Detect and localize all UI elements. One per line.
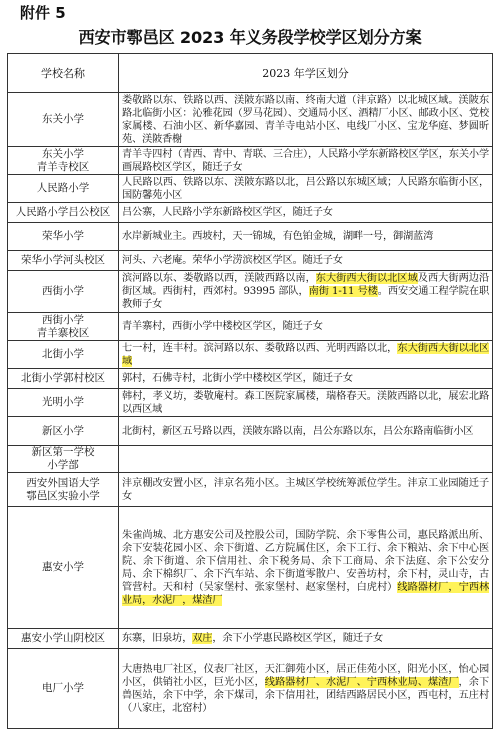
district-area-cell <box>119 313 493 341</box>
school-name-cell <box>8 313 119 341</box>
school-name-cell <box>8 271 119 313</box>
district-text: 滨河路以东、娄敬路以西，渼陂西路以南， <box>122 273 316 284</box>
district-text: 吕公寨，人民路小学东新路校区学区，随迁子女 <box>122 207 333 218</box>
district-text: 。西安交通工程学院在职教师子女 <box>122 286 489 310</box>
district-area-cell <box>119 389 493 417</box>
school-name-line: 北街小学 <box>42 348 84 360</box>
table-row <box>8 369 493 389</box>
district-text: 青羊寺四村（青西、青中、青联、三合庄），人民路小学东新路校区学区，东关小学画展路校区学区，随迁子女 <box>122 148 489 173</box>
school-name-cell <box>8 93 119 147</box>
table-row <box>8 203 493 223</box>
table-row <box>8 341 493 369</box>
table-row <box>8 223 493 251</box>
header-school-name: 学校名称 <box>8 54 119 93</box>
table-row <box>8 629 493 649</box>
district-area-cell <box>119 341 493 369</box>
school-name-line: 光明小学 <box>42 396 84 408</box>
school-name-cell <box>8 175 119 203</box>
district-text: 朱雀尚城、北方惠安公司及控股公司，国防学院、余下零售公司，惠民路派出所、余下安装花园小区、余下街道、乙方院属住区，余下工行、余下粮站、余下中心医院、余下街道、余下信用社、余下税务局、余下工商局、余下法庭、余下公安分局、余下棉织厂、余下汽车站、余下街道零散户、安善坊村，余下村，灵山寺，古管营村。天和村（吴家堡村、张家堡村、赵家堡村，白虎村） <box>122 529 489 593</box>
district-area-cell <box>119 223 493 251</box>
school-name-line: 惠安小学 <box>42 561 84 573</box>
school-name-line: 荣华小学 <box>42 230 84 242</box>
district-area-cell <box>119 446 493 473</box>
school-name-cell <box>8 446 119 473</box>
table-row <box>8 389 493 417</box>
school-name-line: 人民路小学吕公校区 <box>15 206 111 218</box>
district-text: 河头、六老庵。荣华小学涝滨校区学区。随迁子女 <box>122 255 343 266</box>
school-name-line: 西安外国语大学 <box>26 476 100 489</box>
district-area-cell <box>119 93 493 147</box>
district-text: 北街村，新区五号路以西，渼陂东路以南，吕公东路以东，吕公东路南临街小区 <box>122 425 474 437</box>
highlighted-text: 线路器材厂，宁西林业局，水泥厂，煤渣厂 <box>122 581 490 606</box>
table-row <box>8 313 493 341</box>
district-area-cell <box>119 175 493 203</box>
table-row <box>8 473 493 507</box>
district-text: 大唐热电厂社区，仪表厂社区，天汇御苑小区，居正佳苑小区，阳光小区，怡心园小区，供销社小区，巨光小区， <box>122 663 489 688</box>
school-name-line: 东关小学 <box>42 147 84 160</box>
highlighted-text: 南街 1-11 号楼 <box>308 286 378 297</box>
table-row <box>8 507 493 629</box>
district-area-cell <box>119 417 493 446</box>
table-row <box>8 93 493 147</box>
district-area-cell <box>119 369 493 389</box>
school-name-cell <box>8 341 119 369</box>
school-name-cell <box>8 389 119 417</box>
table-row <box>8 417 493 446</box>
attachment-label: 附件 5 <box>20 4 66 22</box>
district-text: 郭村，石佛寺村，北街小学中楼校区学区，随迁子女 <box>122 373 353 384</box>
school-name-line: 小学部 <box>47 459 79 471</box>
school-name-cell <box>8 417 119 446</box>
school-name-cell <box>8 223 119 251</box>
table-row <box>8 649 493 729</box>
table-row <box>8 446 493 473</box>
school-name-line: 惠安小学山阴校区 <box>21 632 105 644</box>
district-text: 青羊寨村，西街小学中楼校区学区，随迁子女 <box>122 321 323 332</box>
school-name-cell <box>8 473 119 507</box>
document-title: 西安市鄠邑区 2023 年义务段学校学区划分方案 <box>78 28 422 47</box>
district-text: ，余下兽医站，余下中学，余下煤司，余下信用社，团结西路居民小区，西屯村，五庄村（八家庄，北窑村） <box>122 676 489 714</box>
school-name-cell <box>8 203 119 223</box>
highlighted-text: 双庄 <box>192 633 213 644</box>
school-name-line: 新区第一学校 <box>31 446 95 458</box>
district-text: ，余下小学惠民路校区学区，随迁子女 <box>212 633 383 644</box>
school-name-line: 新区小学 <box>42 424 84 437</box>
school-name-line: 青羊寨校区 <box>36 326 90 339</box>
school-name-cell <box>8 507 119 629</box>
district-area-cell <box>119 251 493 271</box>
district-text: 娄敬路以东、铁路以西、渼陂东路以南、终南大道（沣京路）以北城区域。渼陂东路北临街小区：沁雅花园（罗马花园）、交通局小区、酒精厂小区、邮政小区、党校家属楼、石油小区、新华嘉园、青羊寺电站小区、电线厂小区、宝龙华庭、梦圆昕苑、渼陂香榭 <box>122 94 489 145</box>
school-name-cell <box>8 629 119 649</box>
district-area-cell <box>119 203 493 223</box>
table-header-row <box>8 54 493 93</box>
highlighted-text: 东大街西大街以北区域 <box>122 342 490 367</box>
school-name-cell <box>8 649 119 729</box>
table-row <box>8 147 493 175</box>
district-text: 水岸新城业主。西坡村，天一锦城，有色铂金城，湖畔一号，御湖蓝湾 <box>122 231 434 242</box>
school-name-line: 鄠邑区实验小学 <box>26 489 100 502</box>
highlighted-text: 线路器材厂、水泥厂、宁西林业局、煤渣厂 <box>264 676 459 688</box>
school-name-line: 西街小学 <box>42 285 84 297</box>
school-name-cell <box>8 369 119 389</box>
header-district: 2023 年学区划分 <box>119 54 493 93</box>
school-name-line: 北街小学郭村校区 <box>21 372 105 384</box>
district-text: 及西大街两边沿街区域。西街村，西郊村。93995 部队， <box>122 273 490 297</box>
school-name-line: 东关小学 <box>42 113 84 125</box>
district-text: 七一村，连丰村。滨河路以东、娄敬路以西、光明西路以北， <box>122 342 398 354</box>
school-name-line: 电厂小学 <box>42 682 84 694</box>
district-area-cell <box>119 649 493 729</box>
district-area-cell <box>119 473 493 507</box>
district-area-cell <box>119 507 493 629</box>
district-area-cell <box>119 147 493 175</box>
table-row <box>8 251 493 271</box>
school-name-line: 人民路小学 <box>36 182 90 194</box>
school-name-line: 青羊寺校区 <box>36 160 90 173</box>
district-text: 东寨，旧泉坊， <box>122 633 193 644</box>
district-text: 人民路以西、铁路以东、渼陂东路以北，吕公路以东城区域；人民路东临街小区，国防馨苑小区 <box>122 176 489 201</box>
district-area-cell <box>119 271 493 313</box>
school-name-line: 西街小学 <box>42 313 84 326</box>
district-text: 韩村，孝义坊，娄敬庵村。森工医院家属楼，瑞格春天。渼陂西路以北，展宏北路以西区域 <box>122 390 489 415</box>
table-row <box>8 271 493 313</box>
school-district-table <box>7 53 493 729</box>
school-name-cell <box>8 147 119 175</box>
table-row <box>8 175 493 203</box>
school-name-cell <box>8 251 119 271</box>
district-area-cell <box>119 629 493 649</box>
highlighted-text: 东大街西大街以北区域 <box>315 273 418 284</box>
school-name-line: 荣华小学河头校区 <box>21 254 105 266</box>
district-text: 沣京棚改安置小区，沣京名苑小区。主城区学校统筹派位学生。沣京工业园随迁子女 <box>122 477 489 502</box>
